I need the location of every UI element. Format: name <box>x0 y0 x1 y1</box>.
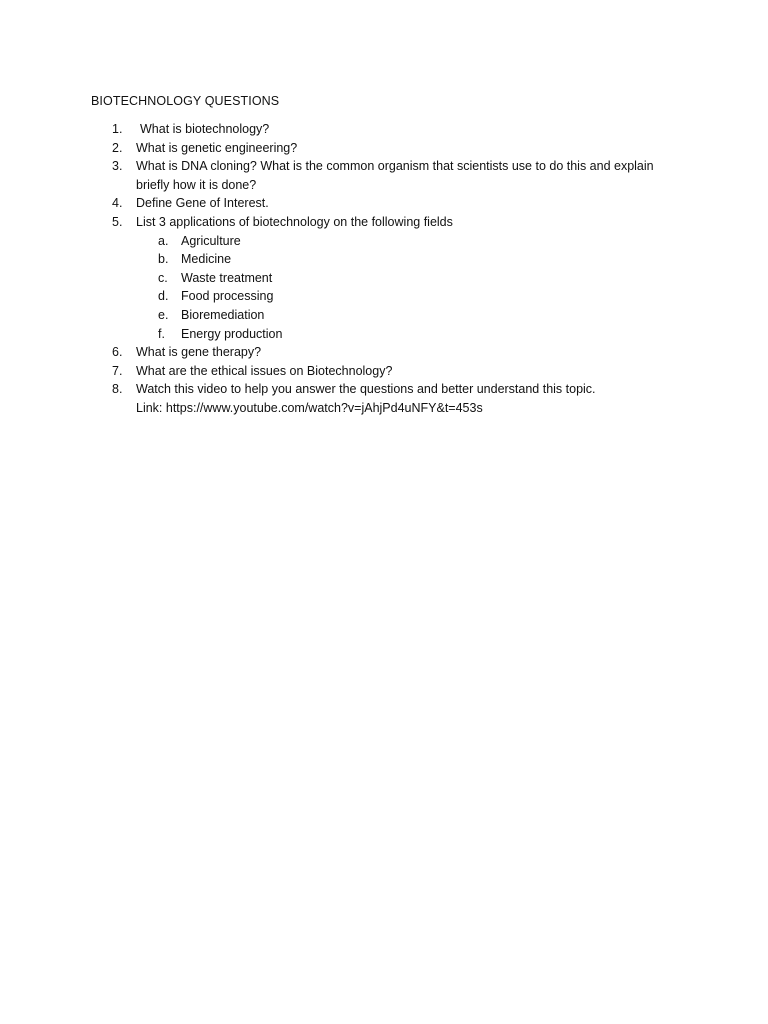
field-item-agriculture <box>136 232 731 251</box>
question-item-1 <box>91 120 731 139</box>
field-text: Waste treatment <box>181 270 273 285</box>
question-item-8 <box>91 380 731 417</box>
field-letter: e. <box>158 307 169 322</box>
document-title: BIOTECHNOLOGY QUESTIONS <box>91 94 280 108</box>
video-link-text: Link: https://www.youtube.com/watch?v=jAhjPd4uNFY&t=453s <box>136 400 483 415</box>
field-list <box>136 232 731 344</box>
field-letter: b. <box>158 252 169 267</box>
document-body <box>91 92 731 418</box>
question-text: What is genetic engineering? <box>136 140 298 155</box>
question-text: What are the ethical issues on Biotechnology? <box>136 363 393 378</box>
question-item-7 <box>91 362 731 381</box>
field-text: Food processing <box>181 289 274 304</box>
question-item-6 <box>91 343 731 362</box>
question-text: Define Gene of Interest. <box>136 196 269 211</box>
field-text: Bioremediation <box>181 307 265 322</box>
question-number: 4. <box>112 196 123 211</box>
question-number: 2. <box>112 140 123 155</box>
field-text: Medicine <box>181 252 232 267</box>
field-item-energy-production <box>136 325 731 344</box>
question-item-2 <box>91 139 731 158</box>
question-item-4 <box>91 194 731 213</box>
question-number: 7. <box>112 363 123 378</box>
question-list <box>91 120 731 418</box>
question-text: Watch this video to help you answer the questions and better understand this topic. <box>136 382 596 397</box>
field-item-medicine <box>136 250 731 269</box>
field-letter: c. <box>158 270 168 285</box>
question-text: What is gene therapy? <box>136 345 262 360</box>
question-text: What is DNA cloning? What is the common organism that scientists use to do this and explain <box>136 159 654 174</box>
question-number: 6. <box>112 345 123 360</box>
question-number: 5. <box>112 214 123 229</box>
field-item-bioremediation <box>136 306 731 325</box>
field-text: Energy production <box>181 326 283 341</box>
field-letter: a. <box>158 233 169 248</box>
field-letter: f. <box>158 326 165 341</box>
question-text: What is biotechnology? <box>140 122 270 136</box>
question-number: 1. <box>112 122 123 136</box>
question-number: 8. <box>112 382 123 397</box>
field-item-food-processing <box>136 287 731 306</box>
question-number: 3. <box>112 159 123 174</box>
field-item-waste-treatment <box>136 269 731 288</box>
question-text-continued: briefly how it is done? <box>136 177 257 192</box>
field-letter: d. <box>158 289 169 304</box>
question-item-3 <box>91 157 731 194</box>
question-item-5 <box>91 213 731 343</box>
question-text: List 3 applications of biotechnology on the following fields <box>136 214 453 229</box>
field-text: Agriculture <box>181 233 241 248</box>
